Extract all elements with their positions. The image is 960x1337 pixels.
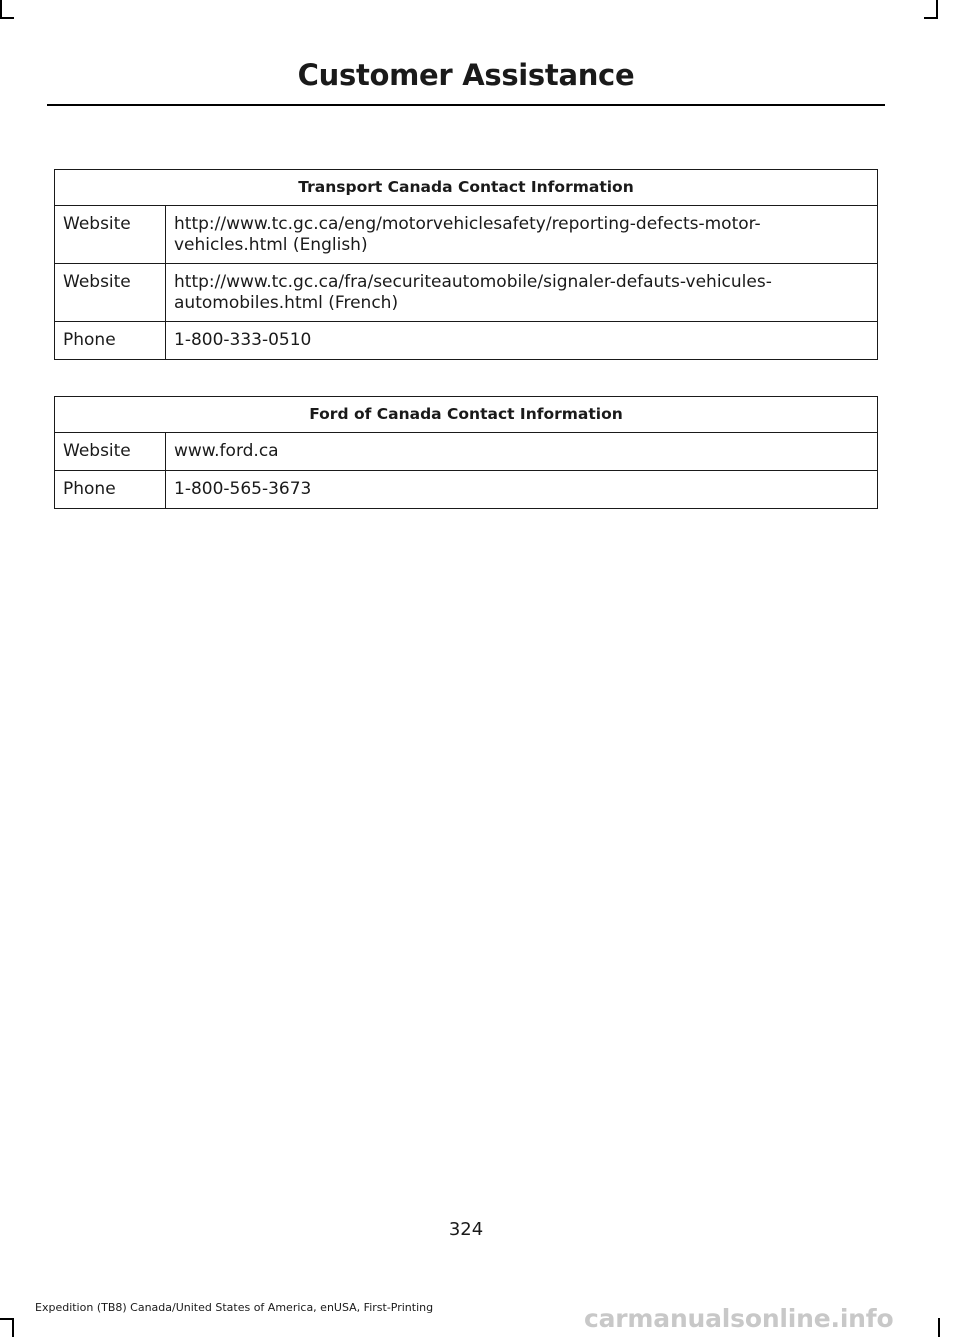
page-number: 324 bbox=[448, 1219, 484, 1240]
table-row bbox=[55, 471, 878, 509]
crop-mark-bottom-left-h bbox=[0, 1318, 14, 1320]
ford-of-canada-contact-table bbox=[54, 396, 878, 509]
watermark: carmanualsonline.info bbox=[584, 1304, 894, 1333]
crop-mark-bottom-right bbox=[938, 1318, 940, 1337]
website-link-french[interactable]: http://www.tc.gc.ca/fra/securiteautomobile/signaler-defauts-vehicules-automobiles.html (French) bbox=[166, 264, 878, 322]
crop-mark-bottom-left bbox=[12, 1318, 14, 1337]
table-row bbox=[55, 322, 878, 360]
transport-canada-contact-table bbox=[54, 169, 878, 360]
table-row bbox=[55, 206, 878, 264]
row-label: Phone bbox=[55, 322, 166, 360]
table-heading-row bbox=[55, 170, 878, 206]
row-label: Website bbox=[55, 433, 166, 471]
row-label: Phone bbox=[55, 471, 166, 509]
crop-mark-top-left-h bbox=[0, 17, 14, 19]
website-link-english[interactable]: http://www.tc.gc.ca/eng/motorvehiclesafety/reporting-defects-motor-vehicles.html (English) bbox=[166, 206, 878, 264]
title-divider bbox=[47, 104, 885, 106]
table-row bbox=[55, 433, 878, 471]
table-heading-row bbox=[55, 397, 878, 433]
crop-mark-top-right-h bbox=[924, 17, 938, 19]
row-label: Website bbox=[55, 206, 166, 264]
website-link[interactable]: www.ford.ca bbox=[166, 433, 878, 471]
footer-text: Expedition (TB8) Canada/United States of America, enUSA, First-Printing bbox=[35, 1301, 434, 1314]
table-row bbox=[55, 264, 878, 322]
phone-number: 1-800-333-0510 bbox=[166, 322, 878, 360]
table-heading: Transport Canada Contact Information bbox=[55, 170, 878, 206]
page-title: Customer Assistance bbox=[297, 58, 635, 92]
crop-mark-top-right bbox=[936, 0, 938, 18]
phone-number: 1-800-565-3673 bbox=[166, 471, 878, 509]
crop-mark-top-left bbox=[0, 0, 2, 18]
table-heading: Ford of Canada Contact Information bbox=[55, 397, 878, 433]
row-label: Website bbox=[55, 264, 166, 322]
